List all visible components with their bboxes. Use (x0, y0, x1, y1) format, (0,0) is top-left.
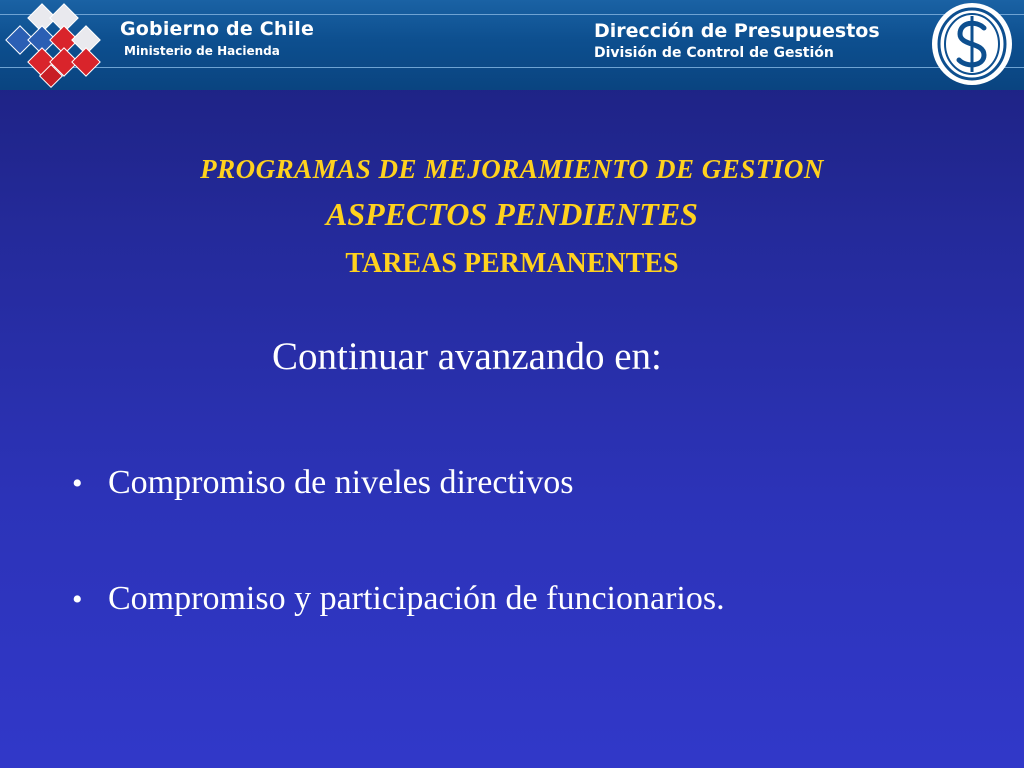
bullet-text: Compromiso y participación de funcionarios. (108, 580, 725, 617)
chile-flag-logo (2, 2, 112, 88)
org-title: Gobierno de Chile (120, 18, 315, 40)
bullet-dot-icon: • (72, 583, 83, 616)
slide-title-line-3: TAREAS PERMANENTES (345, 248, 679, 279)
org-subtitle: Ministerio de Hacienda (124, 44, 280, 58)
bullet-text: Compromiso de niveles directivos (108, 464, 574, 501)
bullet-item (72, 580, 725, 618)
bullet-item (72, 464, 574, 502)
slide-header (0, 0, 1024, 90)
agency-title: Dirección de Presupuestos (594, 20, 880, 42)
agency-subtitle: División de Control de Gestión (594, 45, 834, 61)
intro-text: Continuar avanzando en: (272, 335, 662, 378)
dipres-seal-logo (930, 2, 1014, 86)
slide-title-line-1: PROGRAMAS DE MEJORAMIENTO DE GESTION (200, 154, 824, 184)
slide-title-line-2: ASPECTOS PENDIENTES (326, 196, 698, 232)
bullet-dot-icon: • (72, 467, 83, 500)
